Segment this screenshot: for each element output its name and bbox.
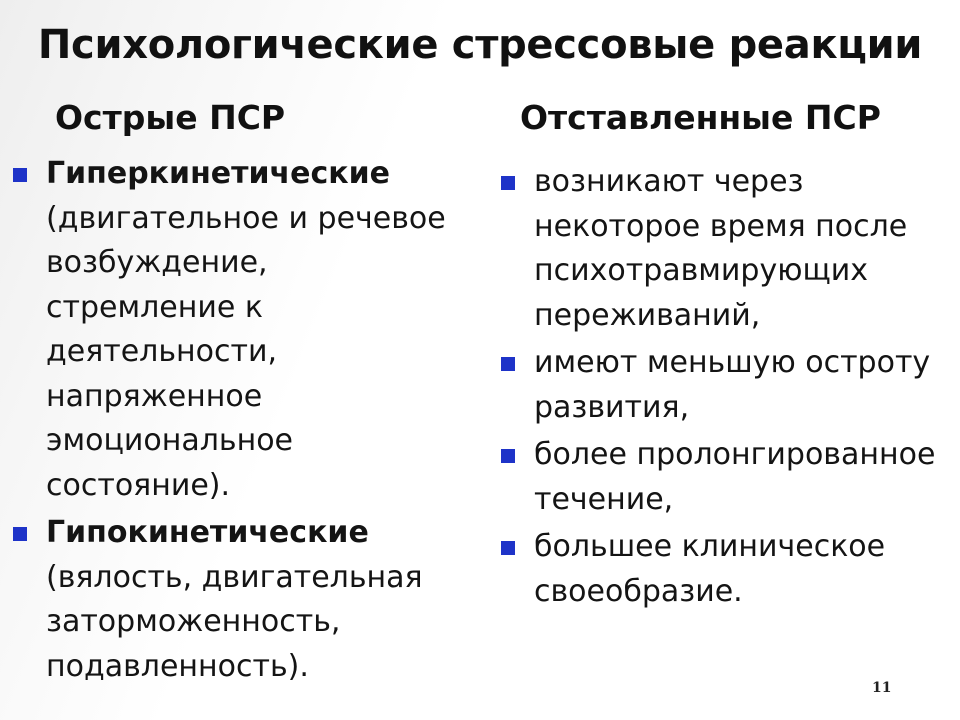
bullet-term: Гиперкинетические [46,156,391,191]
bullet-text: большее клиническое своеобразие. [534,529,886,609]
bullet-text: возникают через некоторое время после психотравмирующих переживаний, [534,164,908,333]
bullet-item [498,160,953,338]
bullet-text: (двигательное и речевое возбуждение, стремление к деятельности, напряженное эмоциональное состояние). [46,200,446,503]
bullet-item-hypokinetic [10,511,460,689]
bullet-text: (вялость, двигательная заторможенность, подавленность). [46,559,423,684]
page-number: 11 [872,680,892,696]
bullet-term: Гипокинетические [46,515,369,550]
square-bullet-icon [501,176,515,190]
bullet-text: имеют меньшую остроту развития, [534,345,931,425]
square-bullet-icon [501,541,515,555]
bullet-item [498,525,953,614]
square-bullet-icon [501,357,515,371]
bullet-item [498,433,953,522]
acute-bullet-list [10,152,460,692]
bullet-item-hyperkinetic [10,152,460,508]
bullet-item [498,341,953,430]
square-bullet-icon [13,168,27,182]
delayed-column-heading: Отставленные ПСР [520,98,881,137]
square-bullet-icon [13,527,27,541]
delayed-bullet-list [498,160,953,617]
slide-title: Психологические стрессовые реакции [37,22,923,68]
bullet-text: более пролонгированное течение, [534,437,936,517]
square-bullet-icon [501,449,515,463]
acute-column-heading: Острые ПСР [55,98,286,137]
